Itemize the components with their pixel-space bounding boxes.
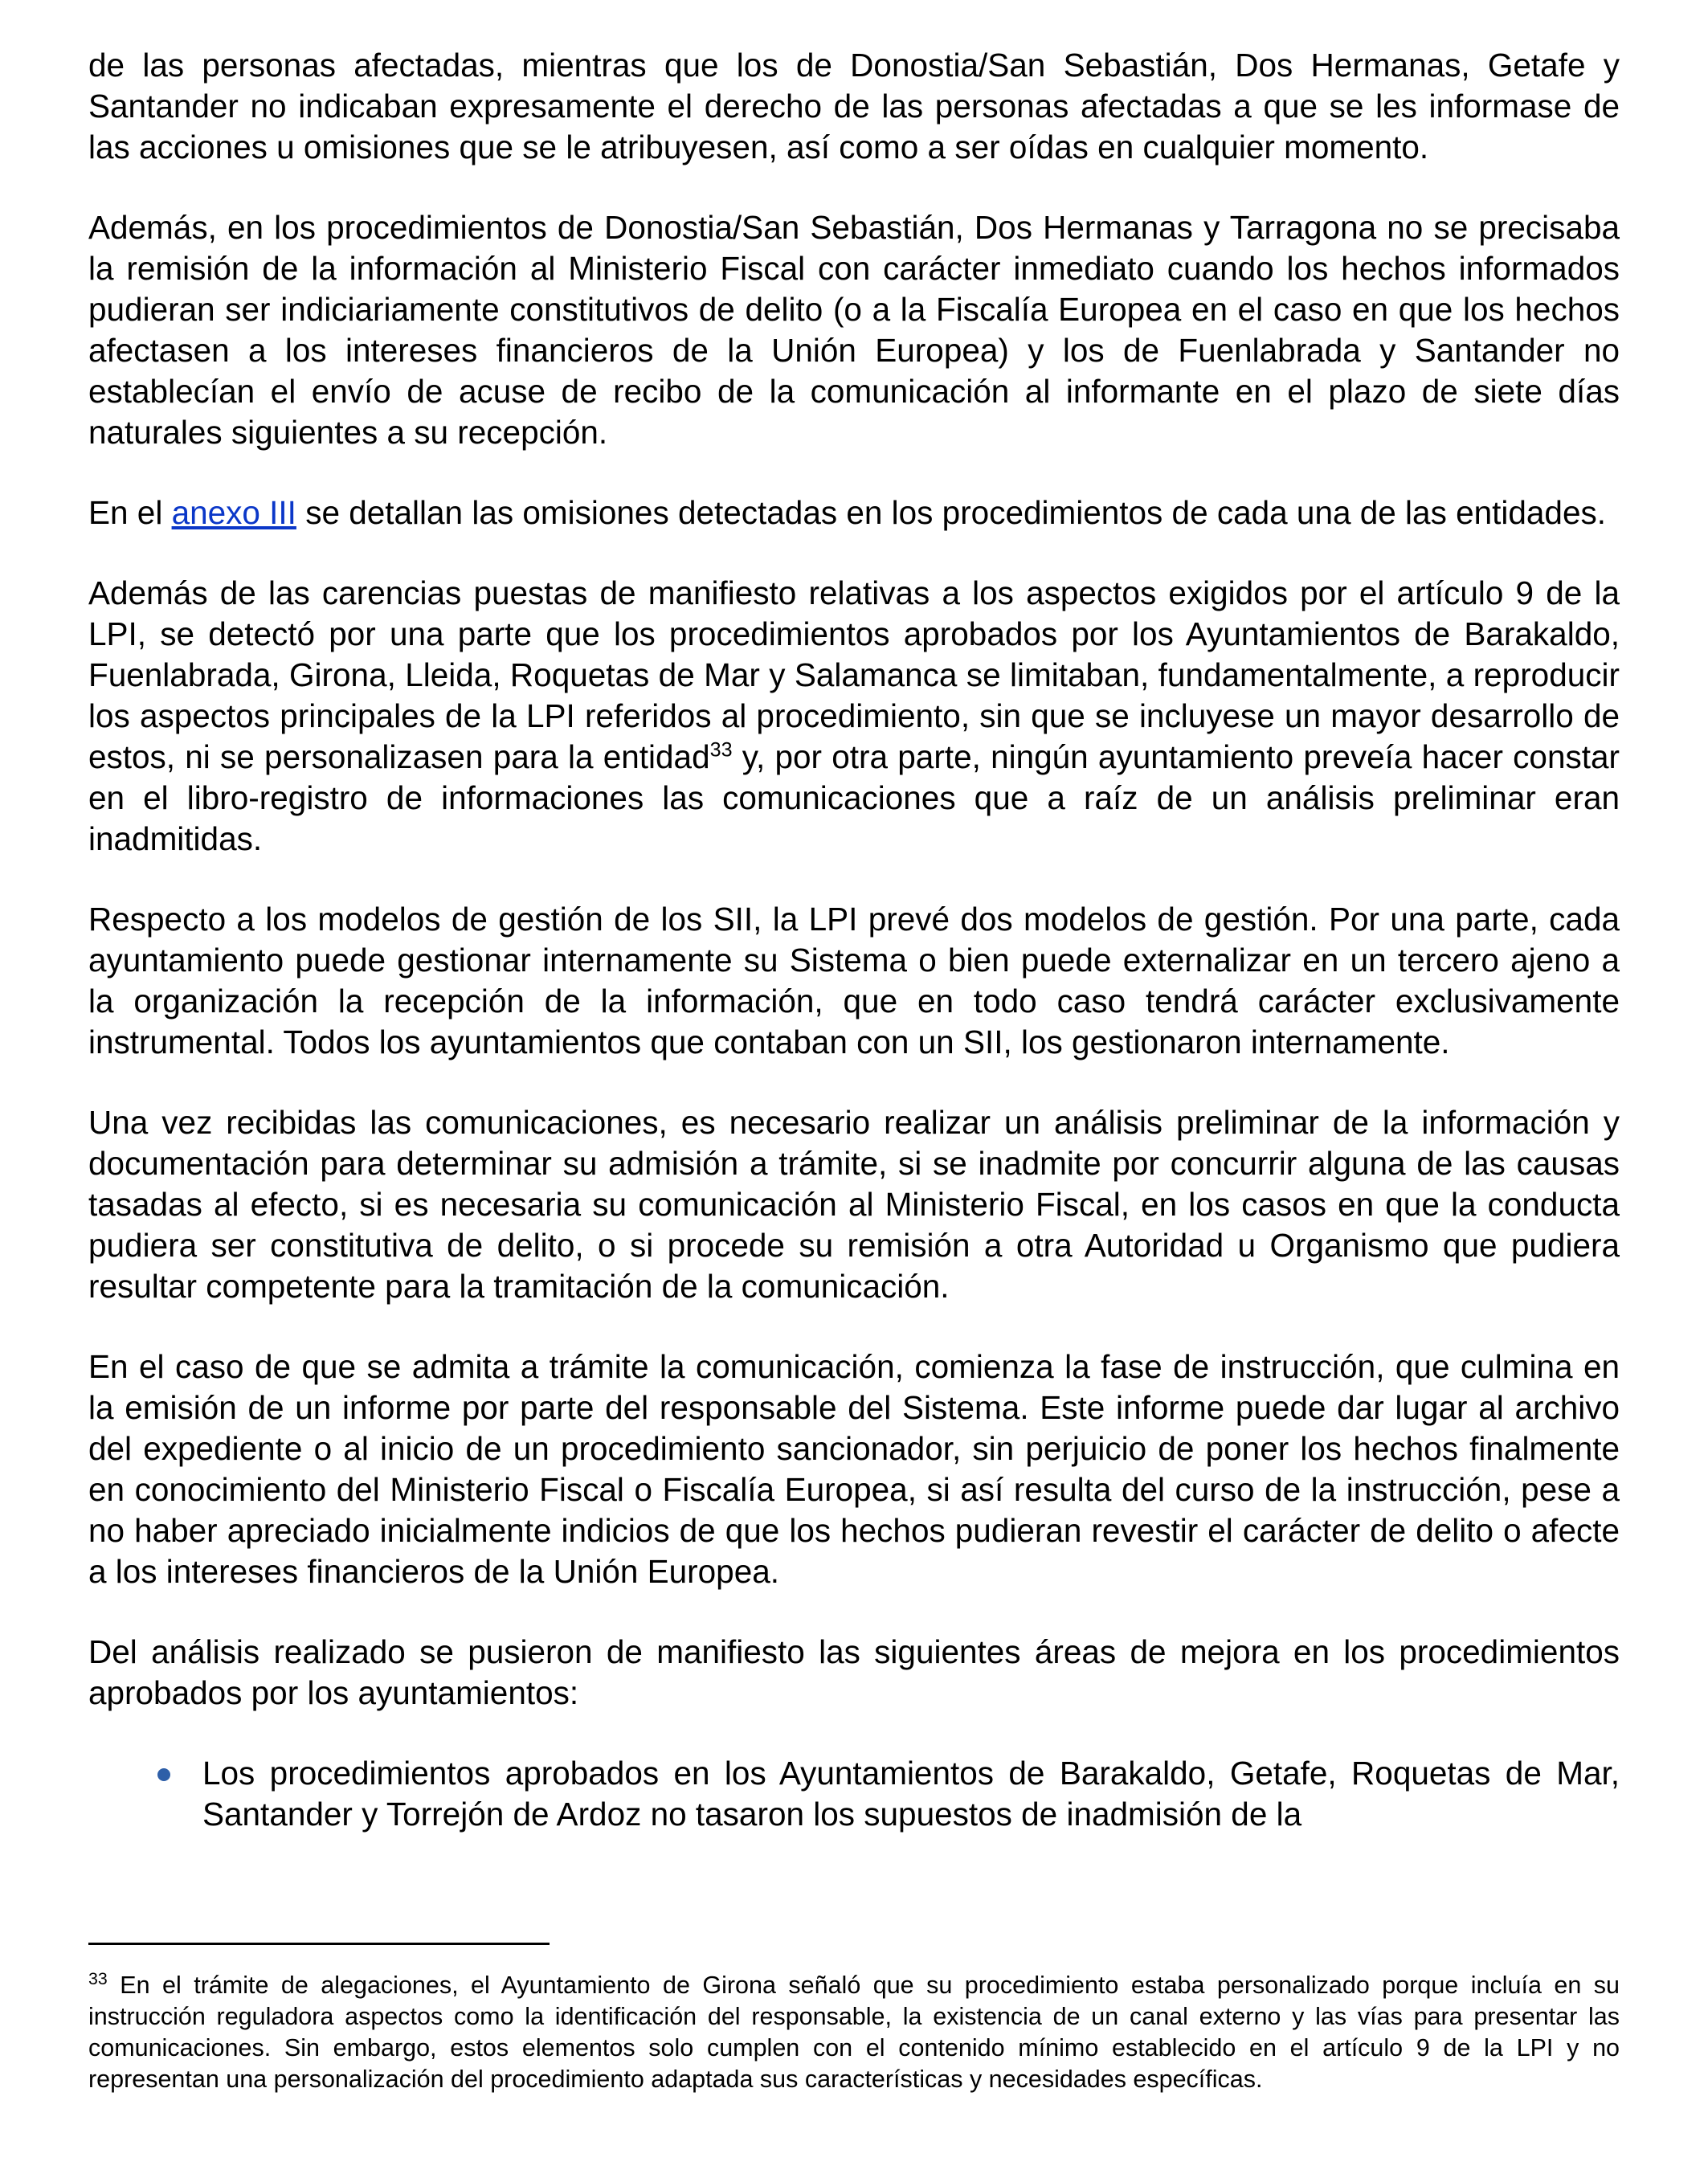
paragraph-4: [88, 573, 1620, 860]
footnote-separator: [88, 1943, 550, 1945]
paragraph-3-text-before: En el: [88, 494, 172, 531]
paragraph-6: Una vez recibidas las comunicaciones, es necesario realizar un análisis preliminar de la información y documentación para determinar su admisión a trámite, si se inadmite por concurrir alguna de las causas tasadas al efecto, si es necesaria su comunicación al Ministerio Fiscal, en los casos en que la conducta pudiera ser constitutiva de delito, o si procede su remisión a otra Autoridad u Organismo que pudiera resultar competente para la tramitación de la comunicación.: [88, 1104, 1620, 1305]
document-body: [88, 45, 1620, 1835]
paragraph-2: Además, en los procedimientos de Donostia/San Sebastián, Dos Hermanas y Tarragona no se precisaba la remisión de la información al Ministerio Fiscal con carácter inmediato cuando los hechos informados pudieran ser indiciariamente constitutivos de delito (o a la Fiscalía Europea en el caso en que los hechos afectasen a los intereses financieros de la Unión Europea) y los de Fuenlabrada y Santander no establecían el envío de acuse de recibo de la comunicación al informante en el plazo de siete días naturales siguientes a su recepción.: [88, 209, 1620, 451]
paragraph-4-text-before: Además de las carencias puestas de manifiesto relativas a los aspectos exigidos por el artículo 9 de la LPI, se detectó por una parte que los procedimientos aprobados por los Ayuntamientos de Barakaldo, Fuenlabrada, Girona, Lleida, Roquetas de Mar y Salamanca se limitaban, fundamentalmente, a reproducir los aspectos principales de la LPI referidos al procedimiento, sin que se incluyese un mayor desarrollo de estos, ni se personalizasen para la entidad: [88, 574, 1620, 775]
paragraph-1: de las personas afectadas, mientras que los de Donostia/San Sebastián, Dos Hermanas, Getafe y Santander no indicaban expresamente el derecho de las personas afectadas a que se les informase de las acciones u omisiones que se le atribuyesen, así como a ser oídas en cualquier momento.: [88, 47, 1620, 165]
footnote-reference-33[interactable]: 33: [709, 738, 733, 762]
bullet-icon: [157, 1768, 170, 1781]
paragraph-8: Del análisis realizado se pusieron de manifiesto las siguientes áreas de mejora en los procedimientos aprobados por los ayuntamientos:: [88, 1633, 1620, 1711]
improvement-list: [88, 1753, 1620, 1835]
annex-iii-link[interactable]: anexo III: [171, 494, 296, 531]
list-item: [88, 1753, 1620, 1835]
paragraph-3-text-after: se detallan las omisiones detectadas en los procedimientos de cada una de las entidades.: [296, 494, 1606, 531]
footnote-33: [88, 1970, 1620, 2095]
paragraph-5: Respecto a los modelos de gestión de los SII, la LPI prevé dos modelos de gestión. Por una parte, cada ayuntamiento puede gestionar internamente su Sistema o bien puede externalizar en un tercero ajeno a la organización la recepción de la información, que en todo caso tendrá carácter exclusivamente instrumental. Todos los ayuntamientos que contaban con un SII, los gestionaron internamente.: [88, 901, 1620, 1060]
footnote-number: 33: [88, 1968, 108, 1988]
footnote-text: En el trámite de alegaciones, el Ayuntamiento de Girona señaló que su procedimiento estaba personalizado porque incluía en su instrucción reguladora aspectos como la identificación del responsable, la existencia de un canal externo y las vías para presentar las comunicaciones. Sin embargo, estos elementos solo cumplen con el contenido mínimo establecido en el artículo 9 de la LPI y no representan una personalización del procedimiento adaptada sus características y necesidades específicas.: [88, 1972, 1620, 2093]
paragraph-7: En el caso de que se admita a trámite la comunicación, comienza la fase de instrucción, que culmina en la emisión de un informe por parte del responsable del Sistema. Este informe puede dar lugar al archivo del expediente o al inicio de un procedimiento sancionador, sin perjuicio de poner los hechos finalmente en conocimiento del Ministerio Fiscal o Fiscalía Europea, si así resulta del curso de la instrucción, pese a no haber apreciado inicialmente indicios de que los hechos pudieran revestir el carácter de delito o afecte a los intereses financieros de la Unión Europea.: [88, 1348, 1620, 1590]
list-item-text: Los procedimientos aprobados en los Ayuntamientos de Barakaldo, Getafe, Roquetas de Mar, Santander y Torrejón de Ardoz no tasaron los supuestos de inadmisión de la: [202, 1755, 1620, 1833]
paragraph-4-text-after: y, por otra parte, ningún ayuntamiento preveía hacer constar en el libro-registro de informaciones las comunicaciones que a raíz de un análisis preliminar eran inadmitidas.: [88, 738, 1620, 857]
paragraph-3: [88, 492, 1620, 533]
